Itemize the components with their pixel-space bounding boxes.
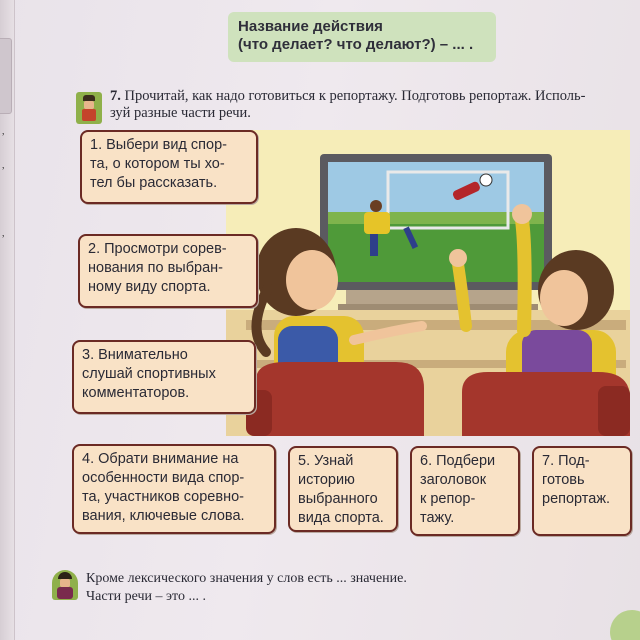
step-6-line: 6. Подбери <box>420 453 496 469</box>
step-4-line: та, участников соревно- <box>82 489 244 505</box>
step-7-line: 7. Под- <box>542 453 590 469</box>
step-6-line: к репор- <box>420 491 476 507</box>
exercise-instruction <box>110 88 630 122</box>
margin-mark: , <box>2 160 5 171</box>
step-4-line: особенности вида спор- <box>82 470 245 486</box>
step-6-line: тажу. <box>420 510 455 526</box>
page-corner <box>610 610 640 640</box>
step-3-line: слушай спортивных <box>82 366 216 382</box>
step-6-line: заголовок <box>420 472 487 488</box>
step-4-line: вания, ключевые слова. <box>82 508 245 524</box>
step-5-line: историю <box>298 472 355 488</box>
step-2-line: 2. Просмотри сорев- <box>88 241 227 257</box>
step-5-line: 5. Узнай <box>298 453 354 469</box>
step-7-line: готовь <box>542 472 585 488</box>
instruction-line2: зуй разные части речи. <box>110 105 251 121</box>
step-3-line: 3. Внимательно <box>82 347 188 363</box>
header-note-line1: Название действия <box>238 18 383 35</box>
step-1-line: та, о котором ты хо- <box>90 156 225 172</box>
step-1-line: 1. Выбери вид спор- <box>90 137 227 153</box>
step-card-6 <box>410 446 520 536</box>
step-5-line: выбранного <box>298 491 378 507</box>
step-card-4 <box>72 444 276 534</box>
step-5-line: вида спорта. <box>298 510 384 526</box>
step-2-line: ному виду спорта. <box>88 279 211 295</box>
rule-line2: Части речи – это ... . <box>86 589 206 604</box>
instruction-line1: Прочитай, как надо готовиться к репортажу. Подготовь репортаж. Исполь- <box>124 88 586 104</box>
step-2-line: нования по выбран- <box>88 260 224 276</box>
margin-mark: , <box>2 228 5 239</box>
pupil-icon <box>76 92 102 124</box>
step-card-7 <box>532 446 632 536</box>
grammar-rule <box>86 570 586 606</box>
step-card-2 <box>78 234 258 308</box>
owl-teacher-icon <box>52 570 78 600</box>
illustration-drawing <box>226 130 630 436</box>
tv-watching-illustration <box>226 130 630 436</box>
header-note-line2: (что делает? что делают?) – ... . <box>238 36 474 53</box>
page-tab <box>0 38 12 114</box>
step-7-line: репортаж. <box>542 491 611 507</box>
step-card-5 <box>288 446 398 532</box>
rule-line1: Кроме лексического значения у слов есть ... значение. <box>86 571 407 586</box>
exercise-number: 7. <box>110 88 121 104</box>
step-1-line: тел бы рассказать. <box>90 175 218 191</box>
margin-mark: , <box>2 126 5 137</box>
step-4-line: 4. Обрати внимание на <box>82 451 239 467</box>
step-card-1 <box>80 130 258 204</box>
step-card-3 <box>72 340 256 414</box>
header-note <box>228 12 496 62</box>
step-3-line: комментаторов. <box>82 385 190 401</box>
previous-page-edge <box>0 0 15 640</box>
